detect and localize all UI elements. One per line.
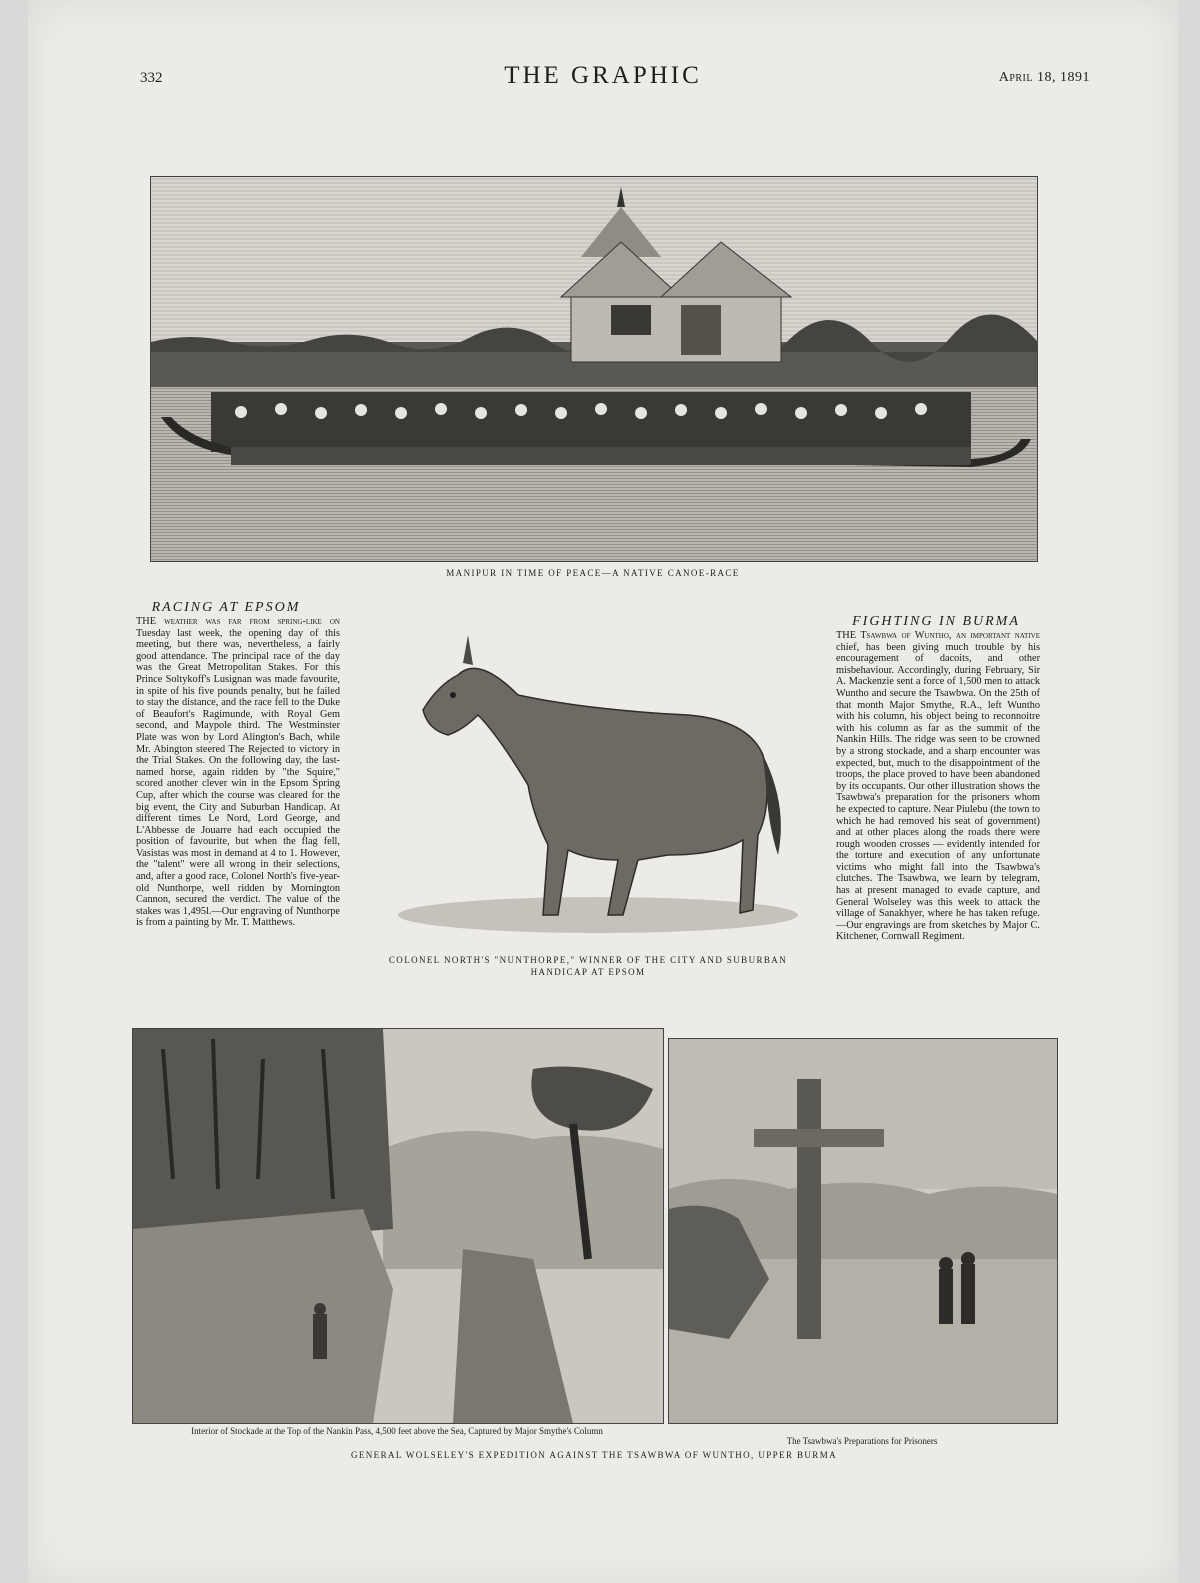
- issue-date: April 18, 1891: [998, 70, 1090, 85]
- newspaper-page: [28, 0, 1178, 1583]
- racing-title: RACING AT EPSOM: [151, 600, 301, 615]
- cross-illustration: [668, 1038, 1058, 1424]
- horse-illustration: [368, 615, 808, 945]
- horse-caption-line2: HANDICAP AT EPSOM: [530, 967, 646, 977]
- burma-article: THE Tsawbwa of Wuntho, an important native chief, has been giving much trouble by his encouragement of dacoits, and other misbehaviour. Accordingly, during February, Sir A. Mackenzie sent a force of 1,500 men to attack Wuntho and secure the Tsawbwa. On the 25th of that month Major Smythe, R.A., left Wuntho with his column, his object being to reconnoitre with his column as far as the summit of the Nankin Hills. The ridge was seen to be crowned by a strong stockade, and a sharp encounter was expected, but, much to the disappointment of the troops, the place proved to have been abandoned by its occupants. Our other illustration shows the Tsawbwa's preparation for the prisoners whom he expected to capture. Near Piulebu (the town to which he had removed his seat of government) and at other places along the roads there were rough wooden crosses — evidently intended for the torture and execution of any unfortunate victims who might fall into the Tsawbwa's clutches. The Tsawbwa, we learn by telegram, has at present managed to evade capture, and General Wolseley was this week to attack the village of Sanakhyer, where he has taken refuge.—Our engravings are from sketches by Major C. Kitchener, Cornwall Regiment.: [836, 630, 1040, 943]
- masthead: THE GRAPHIC: [504, 62, 702, 89]
- preparations-caption: The Tsawbwa's Preparations for Prisoners: [786, 1436, 938, 1446]
- horse-caption-line1: COLONEL NORTH'S "NUNTHORPE," WINNER OF THE CITY AND SUBURBAN: [388, 955, 788, 965]
- burma-title: FIGHTING IN BURMA: [852, 614, 1020, 629]
- stockade-illustration: [132, 1028, 664, 1424]
- canoe-race-illustration: [150, 176, 1038, 562]
- page-header: [28, 62, 1178, 92]
- expedition-caption: GENERAL WOLSELEY'S EXPEDITION AGAINST THE TSAWBWA OF WUNTHO, UPPER BURMA: [350, 1450, 838, 1460]
- canoe-caption: MANIPUR IN TIME OF PEACE—A NATIVE CANOE-RACE: [446, 568, 740, 578]
- stockade-caption: Interior of Stockade at the Top of the Nankin Pass, 4,500 feet above the Sea, Captured by Major Smythe's Column: [191, 1426, 603, 1436]
- page-number: 332: [140, 70, 163, 86]
- racing-article: THE weather was far from spring-like on Tuesday last week, the opening day of this meeting, but there was, nevertheless, a fairly good attendance. The principal race of the day was the Great Metropolitan Stakes. For this Prince Soltykoff's Lusignan was made favourite, in spite of his five pounds penalty, but he failed to stay the distance, and the race fell to the Duke of Beaufort's Ragimunde, with Royal Gem second, and Maypole third. The Westminster Plate was won by Lord Alington's Bach, while Mr. Abington steered The Rejected to victory in the Trial Stakes. On the following day, the last-named horse, again ridden by "the Squire," scored another clever win in the Epsom Spring Cup, after which the course was cleared for the big event, the City and Suburban Handicap. At different times Le Nord, Lord George, and L'Abbesse de Jouarre had each occupied the position of favourite, but when the flag fell, Vasistas was most in demand at 4 to 1. However, the "talent" were all wrong in their selections, and, after a good race, Colonel North's five-year-old Nunthorpe, well ridden by Mornington Cannon, secured the verdict. The value of the stakes was 1,495l.—Our engraving of Nunthorpe is from a painting by Mr. T. Matthews.: [136, 616, 340, 929]
